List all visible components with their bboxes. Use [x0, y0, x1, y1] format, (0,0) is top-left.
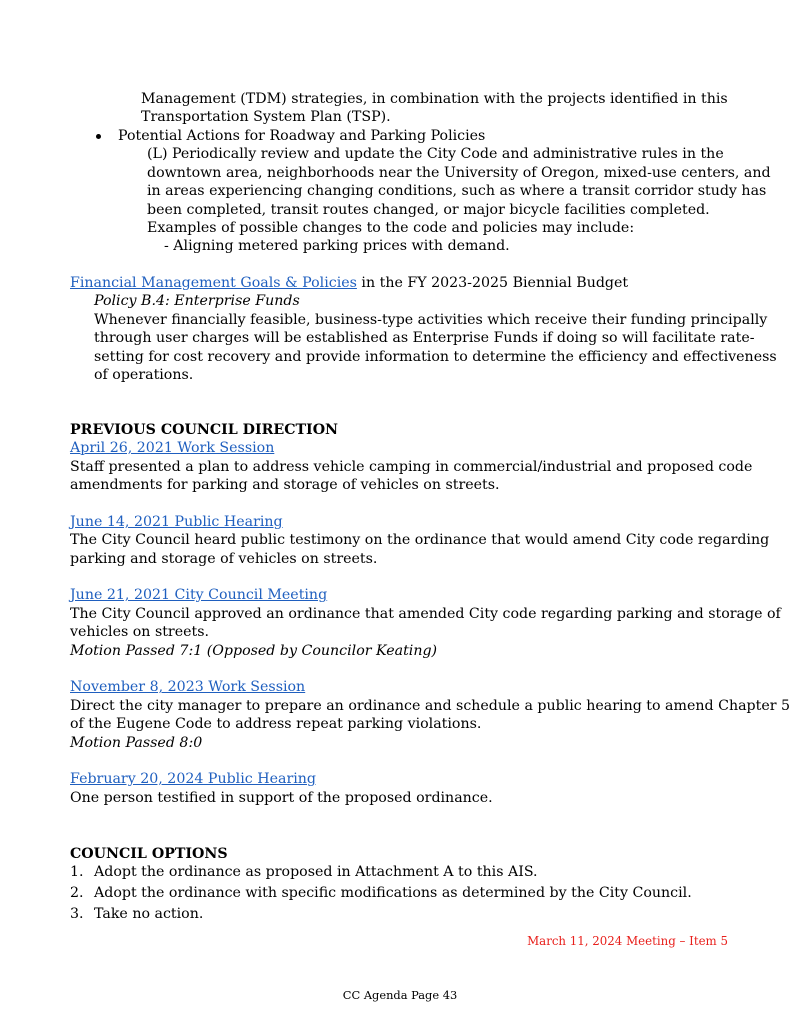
policy-continuation-line: Management (TDM) strategies, in combination with the projects identified in this [141, 91, 728, 107]
february-2024-hearing-link[interactable]: February 20, 2024 Public Hearing [70, 771, 316, 787]
entry-text-line: One person testified in support of the proposed ordinance. [70, 790, 493, 806]
entry-text-line: Staff presented a plan to address vehicle camping in commercial/industrial and proposed code [70, 459, 753, 475]
motion-result: Motion Passed 8:0 [70, 735, 203, 751]
june-14-2021-hearing-link[interactable]: June 14, 2021 Public Hearing [70, 514, 283, 530]
potential-actions-line: (L) Periodically review and update the City Code and administrative rules in the [147, 146, 724, 162]
option-item: Take no action. [94, 906, 204, 922]
option-number: 1. [70, 864, 84, 880]
financial-policies-link[interactable]: Financial Management Goals & Policies [70, 275, 357, 291]
entry-text-line: of the Eugene Code to address repeat parking violations. [70, 716, 482, 732]
potential-actions-sub-item: - Aligning metered parking prices with demand. [164, 238, 510, 254]
motion-result: Motion Passed 7:1 (Opposed by Councilor Keating) [70, 643, 438, 659]
option-number: 3. [70, 906, 84, 922]
council-options-heading: COUNCIL OPTIONS [70, 846, 228, 862]
june-21-2021-meeting-link[interactable]: June 21, 2021 City Council Meeting [70, 587, 328, 603]
entry-text-line: The City Council approved an ordinance that amended City code regarding parking and storage of [70, 606, 781, 622]
option-item: Adopt the ordinance with specific modifications as determined by the City Council. [94, 885, 692, 901]
financial-policy-line: through user charges will be established as Enterprise Funds if doing so will facilitate rate- [94, 330, 755, 346]
policy-continuation-line: Transportation System Plan (TSP). [141, 109, 391, 125]
entry-text-line: amendments for parking and storage of vehicles on streets. [70, 477, 500, 493]
financial-policy-line: setting for cost recovery and provide information to determine the efficiency and effectiveness [94, 349, 777, 365]
entry-text-line: vehicles on streets. [70, 624, 209, 640]
bullet-icon [96, 134, 101, 139]
entry-text-line: The City Council heard public testimony on the ordinance that would amend City code regarding [70, 532, 770, 548]
potential-actions-line: Examples of possible changes to the code and policies may include: [147, 220, 635, 236]
financial-policy-line: of operations. [94, 367, 194, 383]
page-number: CC Agenda Page 43 [342, 988, 458, 1002]
entry-text-line: Direct the city manager to prepare an ordinance and schedule a public hearing to amend Chapter 5 [70, 698, 791, 714]
april-2021-work-session-link[interactable]: April 26, 2021 Work Session [70, 440, 275, 456]
potential-actions-line: in areas experiencing changing conditions, such as where a transit corridor study has [147, 183, 767, 199]
entry-text-line: parking and storage of vehicles on streets. [70, 551, 378, 567]
financial-link-suffix: in the FY 2023-2025 Biennial Budget [356, 275, 629, 291]
option-item: Adopt the ordinance as proposed in Attachment A to this AIS. [94, 864, 538, 880]
policy-title: Policy B.4: Enterprise Funds [94, 293, 300, 309]
meeting-item-label: March 11, 2024 Meeting – Item 5 [527, 934, 728, 948]
potential-actions-line: downtown area, neighborhoods near the University of Oregon, mixed-use centers, and [147, 165, 771, 181]
potential-actions-line: been completed, transit routes changed, or major bicycle facilities completed. [147, 202, 710, 218]
financial-policy-line: Whenever financially feasible, business-type activities which receive their funding principally [94, 312, 768, 328]
financial-line [70, 274, 628, 292]
option-number: 2. [70, 885, 84, 901]
november-2023-work-session-link[interactable]: November 8, 2023 Work Session [70, 679, 306, 695]
potential-actions-heading: Potential Actions for Roadway and Parking Policies [118, 128, 486, 144]
previous-direction-heading: PREVIOUS COUNCIL DIRECTION [70, 422, 339, 438]
